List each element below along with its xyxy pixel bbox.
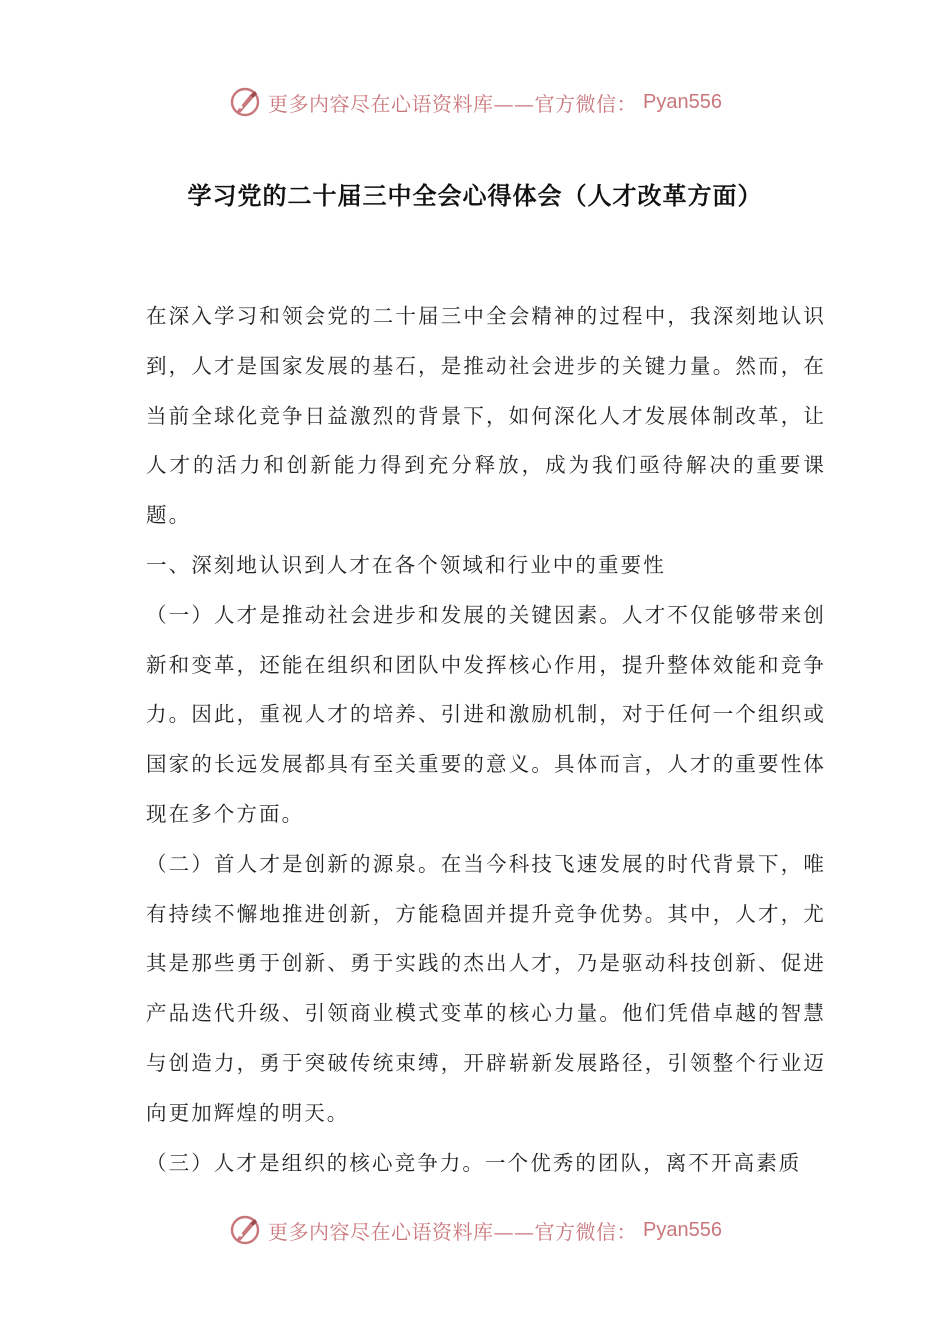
pen-nib-logo-icon (228, 85, 262, 119)
banner-wechat-id: Pyan556 (643, 90, 722, 113)
pen-nib-logo-icon (228, 1213, 262, 1247)
header-banner (0, 82, 950, 122)
banner-text: 更多内容尽在心语资料库——官方微信： (268, 91, 638, 116)
document-body (146, 292, 826, 1188)
section-heading: 一、深刻地认识到人才在各个领域和行业中的重要性 (146, 552, 666, 577)
footer-banner (0, 1210, 950, 1250)
banner-text: 更多内容尽在心语资料库——官方微信： (268, 1219, 638, 1244)
paragraph-point-3: （三）人才是组织的核心竞争力。一个优秀的团队，离不开高素质 (146, 1150, 802, 1175)
paragraph-point-2: （二）首人才是创新的源泉。在当今科技飞速发展的时代背景下，唯有持续不懈地推进创新，方能稳固并提升竞争优势。其中，人才，尤其是那些勇于创新、勇于实践的杰出人才，乃是驱动科技创新、促进产品迭代升级、引领商业模式变革的核心力量。他们凭借卓越的智慧与创造力，勇于突破传统束缚，开辟崭新发展路径，引领整个行业迈向更加辉煌的明天。 (146, 851, 826, 1125)
paragraph-point-1: （一）人才是推动社会进步和发展的关键因素。人才不仅能够带来创新和变革，还能在组织和团队中发挥核心作用，提升整体效能和竞争力。因此，重视人才的培养、引进和激励机制，对于任何一个组织或国家的长远发展都具有至关重要的意义。具体而言，人才的重要性体现在多个方面。 (146, 602, 826, 826)
document-title: 学习党的二十届三中全会心得体会（人才改革方面） (187, 182, 763, 210)
paragraph-intro: 在深入学习和领会党的二十届三中全会精神的过程中，我深刻地认识到，人才是国家发展的基石，是推动社会进步的关键力量。然而，在当前全球化竞争日益激烈的背景下，如何深化人才发展体制改革，让人才的活力和创新能力得到充分释放，成为我们亟待解决的重要课题。 (146, 304, 826, 528)
banner-wechat-id: Pyan556 (643, 1218, 722, 1241)
